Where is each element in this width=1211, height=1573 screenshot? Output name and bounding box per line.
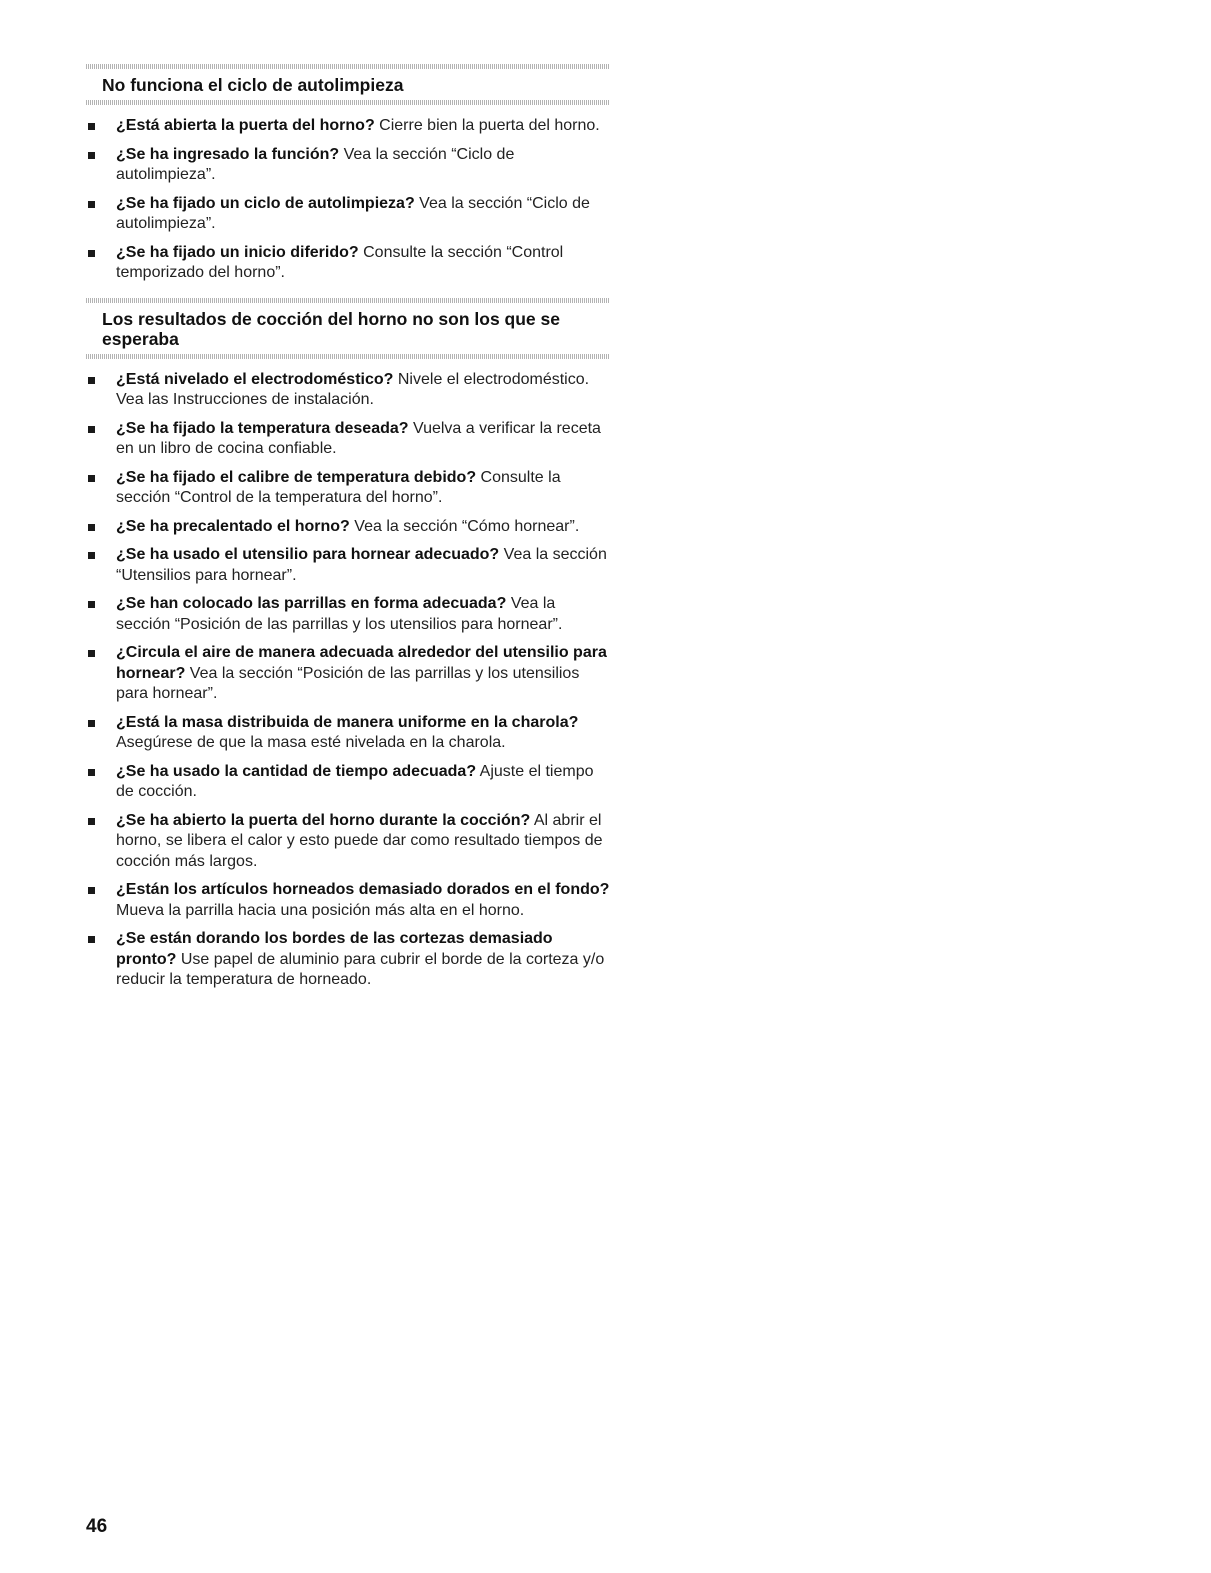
section-rule-bottom bbox=[86, 100, 610, 105]
square-bullet-icon bbox=[88, 250, 95, 257]
item-question: ¿Se ha precalentado el horno? bbox=[116, 517, 350, 535]
item-answer: Vea la sección “Posición de las parrillas y los utensilios para hornear”. bbox=[116, 595, 563, 633]
item-question: ¿Se han colocado las parrillas en forma adecuada? bbox=[116, 595, 507, 612]
item-answer: Vea la sección “Ciclo de autolimpieza”. bbox=[116, 145, 515, 183]
square-bullet-icon bbox=[88, 936, 95, 943]
checklist-item bbox=[86, 370, 610, 411]
checklist-item bbox=[86, 116, 610, 137]
item-answer: Ajuste el tiempo de cocción. bbox=[116, 762, 594, 800]
square-bullet-icon bbox=[88, 818, 95, 825]
checklist bbox=[86, 359, 610, 991]
checklist-item bbox=[86, 517, 610, 538]
checklist-item bbox=[86, 545, 610, 586]
square-bullet-icon bbox=[88, 601, 95, 608]
item-answer: Consulte la sección “Control de la temperatura del horno”. bbox=[116, 468, 561, 506]
item-question: ¿Están los artículos horneados demasiado dorados en el fondo? bbox=[116, 881, 610, 898]
checklist-item bbox=[86, 468, 610, 509]
checklist-item bbox=[86, 929, 610, 991]
item-question: ¿Se ha ingresado la función? bbox=[116, 145, 340, 163]
square-bullet-icon bbox=[88, 426, 95, 433]
item-answer: Vea la sección “Ciclo de autolimpieza”. bbox=[116, 194, 590, 232]
item-answer: Vuelva a verificar la receta en un libro de cocina confiable. bbox=[116, 419, 601, 457]
square-bullet-icon bbox=[88, 769, 95, 776]
checklist-item bbox=[86, 643, 610, 705]
item-question: ¿Se ha fijado la temperatura deseada? bbox=[116, 419, 409, 437]
item-question: ¿Está la masa distribuida de manera uniforme en la charola? bbox=[116, 713, 579, 731]
checklist-item bbox=[86, 762, 610, 803]
section-rule-top bbox=[86, 298, 610, 303]
item-answer: Asegúrese de que la masa esté nivelada en la charola. bbox=[116, 734, 506, 751]
checklist-item bbox=[86, 243, 610, 284]
item-question: ¿Se ha fijado un ciclo de autolimpieza? bbox=[116, 194, 415, 212]
square-bullet-icon bbox=[88, 650, 95, 657]
checklist-item bbox=[86, 713, 610, 754]
item-answer: Vea la sección “Posición de las parrillas y los utensilios para hornear”. bbox=[116, 664, 580, 702]
page-number: 46 bbox=[86, 1516, 108, 1537]
checklist-item bbox=[86, 594, 610, 635]
checklist bbox=[86, 105, 610, 284]
square-bullet-icon bbox=[88, 377, 95, 384]
item-answer: Consulte la sección “Control temporizado del horno”. bbox=[116, 243, 564, 281]
checklist-item bbox=[86, 145, 610, 186]
item-question: ¿Está abierta la puerta del horno? bbox=[116, 117, 375, 134]
square-bullet-icon bbox=[88, 475, 95, 482]
item-answer: Al abrir el horno, se libera el calor y esto puede dar como resultado tiempos de cocción más largos. bbox=[116, 811, 603, 870]
checklist-item bbox=[86, 880, 610, 921]
item-question: ¿Se ha abierto la puerta del horno durante la cocción? bbox=[116, 811, 531, 829]
square-bullet-icon bbox=[88, 552, 95, 559]
section-rule-bottom bbox=[86, 354, 610, 359]
square-bullet-icon bbox=[88, 152, 95, 159]
section-rule-top bbox=[86, 64, 610, 69]
section-heading: Los resultados de cocción del horno no son los que se esperaba bbox=[102, 308, 560, 349]
troubleshooting-column bbox=[86, 64, 610, 999]
item-answer: Nivele el electrodoméstico. Vea las Instrucciones de instalación. bbox=[116, 370, 590, 408]
item-answer: Vea la sección “Utensilios para hornear”. bbox=[116, 546, 607, 584]
item-answer: Mueva la parrilla hacia una posición más alta en el horno. bbox=[116, 901, 525, 919]
item-question: ¿Se ha fijado un inicio diferido? bbox=[116, 243, 359, 261]
item-question: ¿Se ha usado el utensilio para hornear adecuado? bbox=[116, 546, 500, 563]
item-answer: Cierre bien la puerta del horno. bbox=[379, 117, 600, 134]
checklist-item bbox=[86, 194, 610, 235]
item-answer: Vea la sección “Cómo hornear”. bbox=[354, 517, 580, 535]
square-bullet-icon bbox=[88, 720, 95, 727]
item-answer: Use papel de aluminio para cubrir el borde de la corteza y/o reducir la temperatura de horneado. bbox=[116, 950, 605, 988]
checklist-item bbox=[86, 419, 610, 460]
square-bullet-icon bbox=[88, 887, 95, 894]
section-heading: No funciona el ciclo de autolimpieza bbox=[102, 75, 404, 95]
item-question: ¿Se ha usado la cantidad de tiempo adecuada? bbox=[116, 762, 477, 780]
square-bullet-icon bbox=[88, 123, 95, 130]
item-question: ¿Se están dorando los bordes de las cortezas demasiado pronto? bbox=[116, 930, 553, 968]
item-question: ¿Circula el aire de manera adecuada alrededor del utensilio para hornear? bbox=[116, 644, 607, 682]
section-cooking-results bbox=[86, 298, 610, 991]
square-bullet-icon bbox=[88, 524, 95, 531]
item-question: ¿Se ha fijado el calibre de temperatura debido? bbox=[116, 468, 477, 486]
square-bullet-icon bbox=[88, 201, 95, 208]
checklist-item bbox=[86, 811, 610, 873]
section-self-clean bbox=[86, 64, 610, 284]
item-question: ¿Está nivelado el electrodoméstico? bbox=[116, 370, 394, 388]
